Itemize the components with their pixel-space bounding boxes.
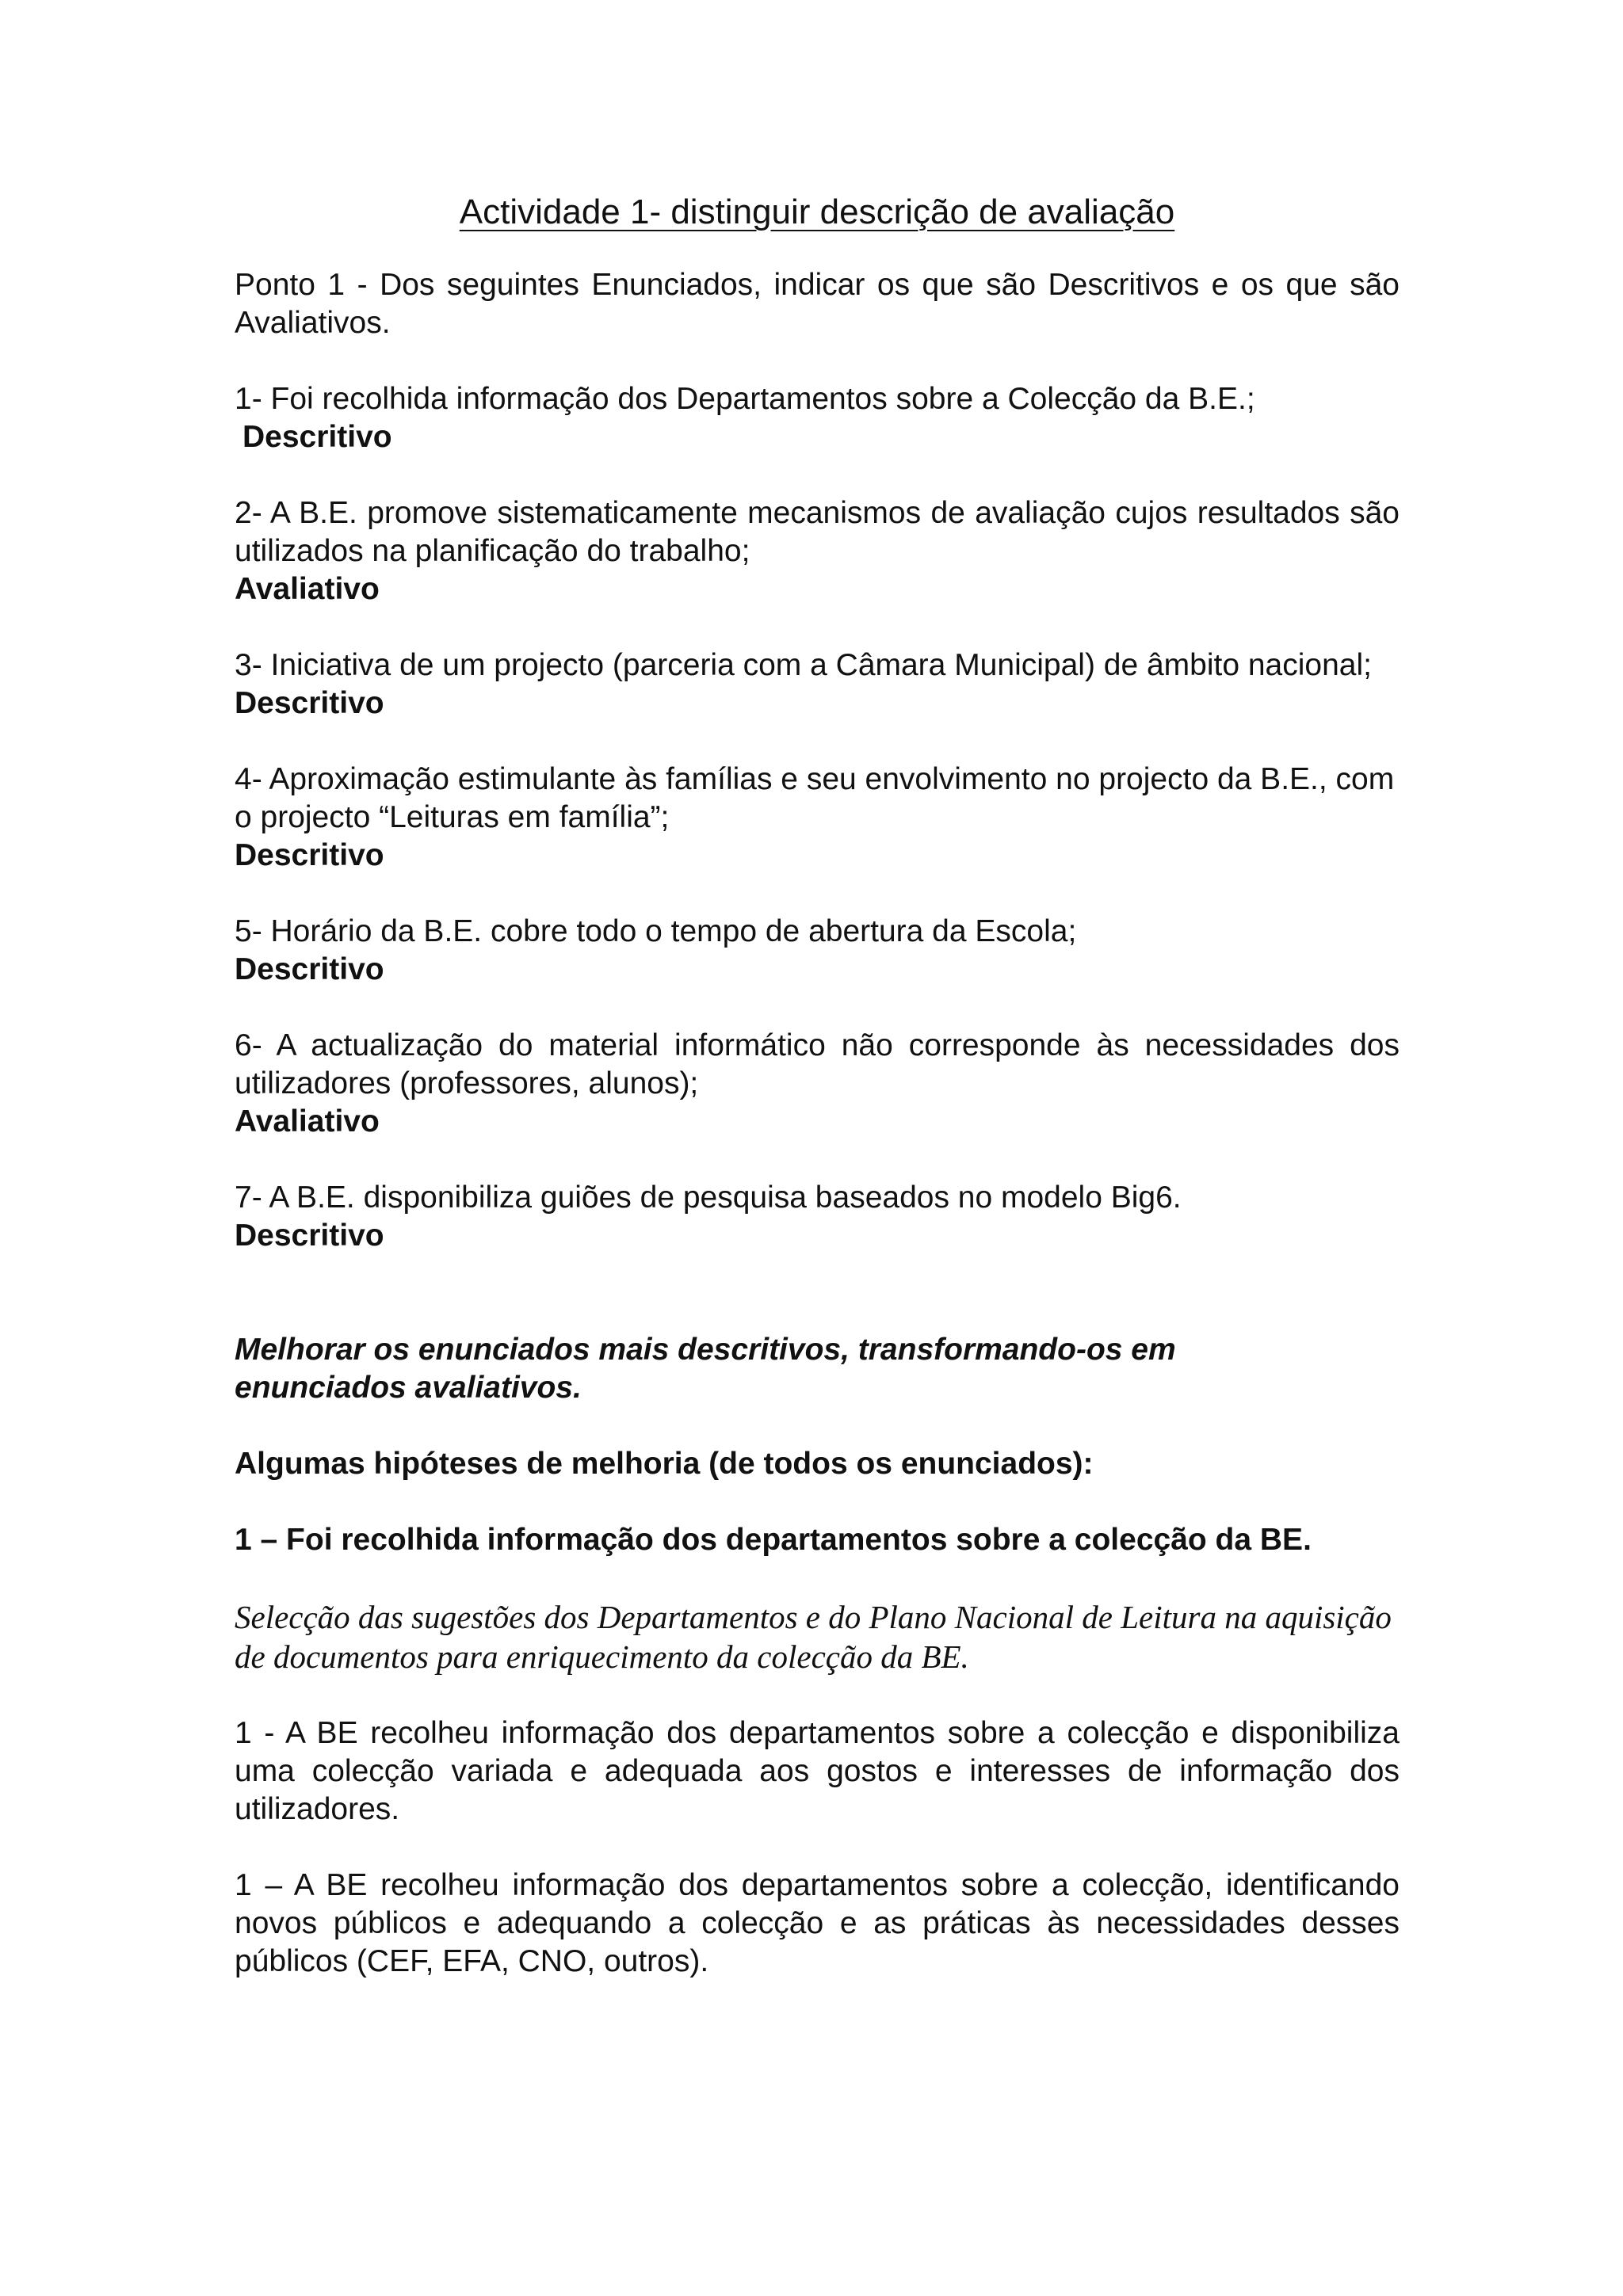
item-label: Descritivo: [242, 420, 392, 454]
improve-heading: Melhorar os enunciados mais descritivos, transformando-os em enunciados avaliativos.: [235, 1333, 1176, 1405]
item-label: Descritivo: [235, 686, 384, 720]
item-text: 4- Aproximação estimulante às famílias e seu envolvimento no projecto da B.E., com o projecto “Leituras em família”;: [235, 762, 1395, 834]
item-text: 1- Foi recolhida informação dos Departamentos sobre a Colecção da B.E.;: [235, 382, 1255, 416]
example-paragraph-3: 1 – A BE recolheu informação dos departamentos sobre a colecção, identificando novos públicos e adequando a colecção e as práticas às necessidades desses públicos (CEF, EFA, CNO, outros).: [235, 1868, 1400, 1978]
hypotheses-heading: Algumas hipóteses de melhoria (de todos os enunciados):: [235, 1447, 1094, 1481]
list-item-4: [235, 761, 1400, 875]
spacer: [235, 1293, 1400, 1331]
item-text: 3- Iniciativa de um projecto (parceria com a Câmara Municipal) de âmbito nacional;: [235, 648, 1372, 682]
item-text: 2- A B.E. promove sistematicamente mecanismos de avaliação cujos resultados são utilizados na planificação do trabalho;: [235, 496, 1400, 568]
list-item-7: [235, 1179, 1400, 1255]
item-label: Avaliativo: [235, 572, 380, 606]
list-item-5: [235, 913, 1400, 989]
list-item-3: [235, 646, 1400, 723]
item-text: 6- A actualização do material informático não corresponde às necessidades dos utilizadores (professores, alunos);: [235, 1028, 1400, 1100]
item-text: 7- A B.E. disponibiliza guiões de pesquisa baseados no modelo Big6.: [235, 1180, 1182, 1215]
list-item-6: [235, 1027, 1400, 1141]
serif-example-paragraph: Selecção das sugestões dos Departamentos e do Plano Nacional de Leitura na aquisição de documentos para enriquecimento da colecção da BE.: [235, 1599, 1392, 1675]
document-title: Actividade 1- distinguir descrição de avaliação: [459, 193, 1175, 231]
statement-heading: 1 – Foi recolhida informação dos departamentos sobre a colecção da BE.: [235, 1523, 1312, 1557]
item-label: Descritivo: [235, 1219, 384, 1253]
item-label: Descritivo: [235, 838, 384, 872]
list-item-1: [235, 380, 1400, 456]
item-label: Avaliativo: [235, 1104, 380, 1138]
example-paragraph-2: 1 - A BE recolheu informação dos departamentos sobre a colecção e disponibiliza uma colecção variada e adequada aos gostos e interesses de informação dos utilizadores.: [235, 1716, 1400, 1826]
list-item-2: [235, 494, 1400, 608]
intro-paragraph: Ponto 1 - Dos seguintes Enunciados, indicar os que são Descritivos e os que são Avaliativos.: [235, 268, 1400, 340]
document-page: [235, 190, 1400, 2019]
item-text: 5- Horário da B.E. cobre todo o tempo de abertura da Escola;: [235, 914, 1077, 948]
item-label: Descritivo: [235, 952, 384, 986]
